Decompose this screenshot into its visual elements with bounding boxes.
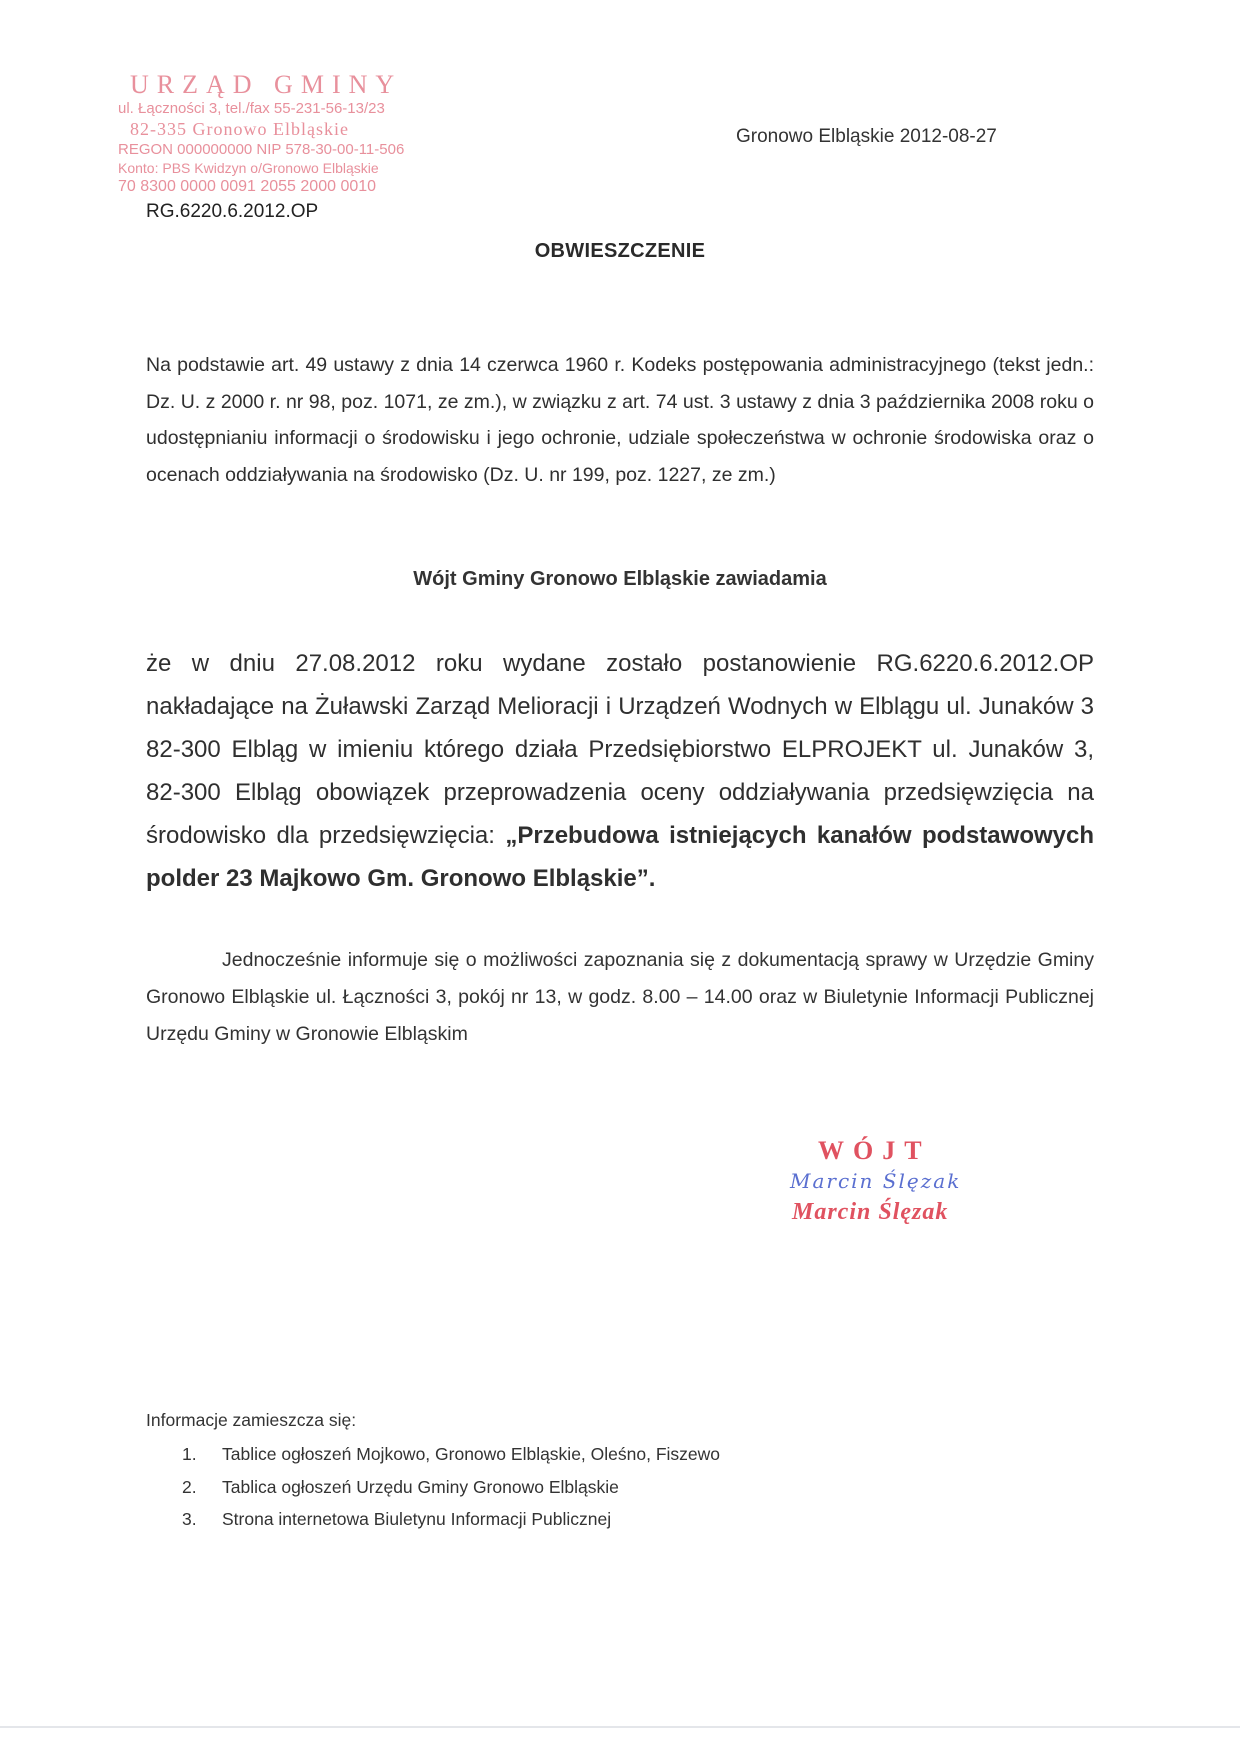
list-item (182, 1477, 720, 1510)
announcement-heading: Wójt Gminy Gronowo Elbląskie zawiadamia (413, 568, 827, 590)
list-item-number: 2. (182, 1476, 197, 1497)
scan-bottom-edge (0, 1726, 1240, 1728)
documentation-paragraph: Jednocześnie informuje się o możliwości zapoznania się z dokumentacją sprawy w Urzędzie Gminy Gronowo Elbląskie ul. Łączności 3, pokój nr 13, w godz. 8.00 – 14.00 oraz w Biuletynie Informacji Publicznej Urzędu Gminy w Gronowie Elbląskim (146, 949, 1094, 1045)
distribution-heading: Informacje zamieszcza się: (146, 1410, 357, 1430)
handwritten-signature: Marcin Ślęzak (790, 1169, 962, 1193)
place-date: Gronowo Elbląskie 2012-08-27 (736, 126, 997, 147)
list-item-text: Tablica ogłoszeń Urzędu Gminy Gronowo Elbląskie (222, 1476, 619, 1497)
document-title: OBWIESZCZENIE (534, 240, 706, 262)
legal-basis-paragraph: Na podstawie art. 49 ustawy z dnia 14 czerwca 1960 r. Kodeks postępowania administracyjnego (tekst jedn.: Dz. U. z 2000 r. nr 98, poz. 1071, ze zm.), w związku z art. 74 ust. 3 ustawy z dnia 3 października 2008 roku o udostępnianiu informacji o środowisku i jego ochronie, udziale społeczeństwa w ochronie środowiska oraz o ocenach oddziaływania na środowisko (Dz. U. nr 199, poz. 1227, ze zm.) (146, 354, 1094, 486)
list-item (182, 1509, 720, 1542)
list-item (182, 1444, 720, 1477)
signatory-name: Marcin Ślęzak (792, 1199, 949, 1225)
decision-paragraph (146, 642, 1094, 900)
list-item-text: Tablice ogłoszeń Mojkowo, Gronowo Elbląskie, Oleśno, Fiszewo (222, 1444, 721, 1464)
stamp-line-regon: REGON 000000000 NIP 578-30-00-11-506 (118, 141, 405, 158)
stamp-line-account: 70 8300 0000 0091 2055 2000 0010 (118, 178, 377, 195)
list-item-text: Strona internetowa Biuletynu Informacji Publicznej (222, 1509, 612, 1529)
reference-number: RG.6220.6.2012.OP (146, 201, 319, 222)
list-item-number: 1. (182, 1444, 197, 1464)
stamp-line-postcode: 82-335 Gronowo Elbląskie (130, 119, 349, 139)
project-name: „Przebudowa istniejących kanałów podstawowych polder 23 Majkowo Gm. Gronowo Elbląskie”. (146, 822, 1094, 892)
stamp-line-bank: Konto: PBS Kwidzyn o/Gronowo Elbląskie (118, 160, 379, 176)
signature-role: WÓJT (818, 1136, 931, 1165)
decision-text: że w dniu 27.08.2012 roku wydane zostało postanowienie RG.6220.6.2012.OP nakładające na Żuławski Zarząd Melioracji i Urządzeń Wodnych w Elblągu ul. Junaków 3 82-300 Elbląg w imieniu którego działa Przedsiębiorstwo ELPROJEKT ul. Junaków 3, 82-300 Elbląg obowiązek przeprowadzenia oceny oddziaływania przedsięwzięcia na środowisko dla przedsięwzięcia: (146, 650, 1094, 849)
distribution-list (182, 1444, 720, 1542)
stamp-line-address: ul. Łączności 3, tel./fax 55-231-56-13/23 (118, 100, 385, 117)
list-item-number: 3. (182, 1509, 197, 1529)
stamp-line-office: URZĄD GMINY (130, 70, 403, 99)
